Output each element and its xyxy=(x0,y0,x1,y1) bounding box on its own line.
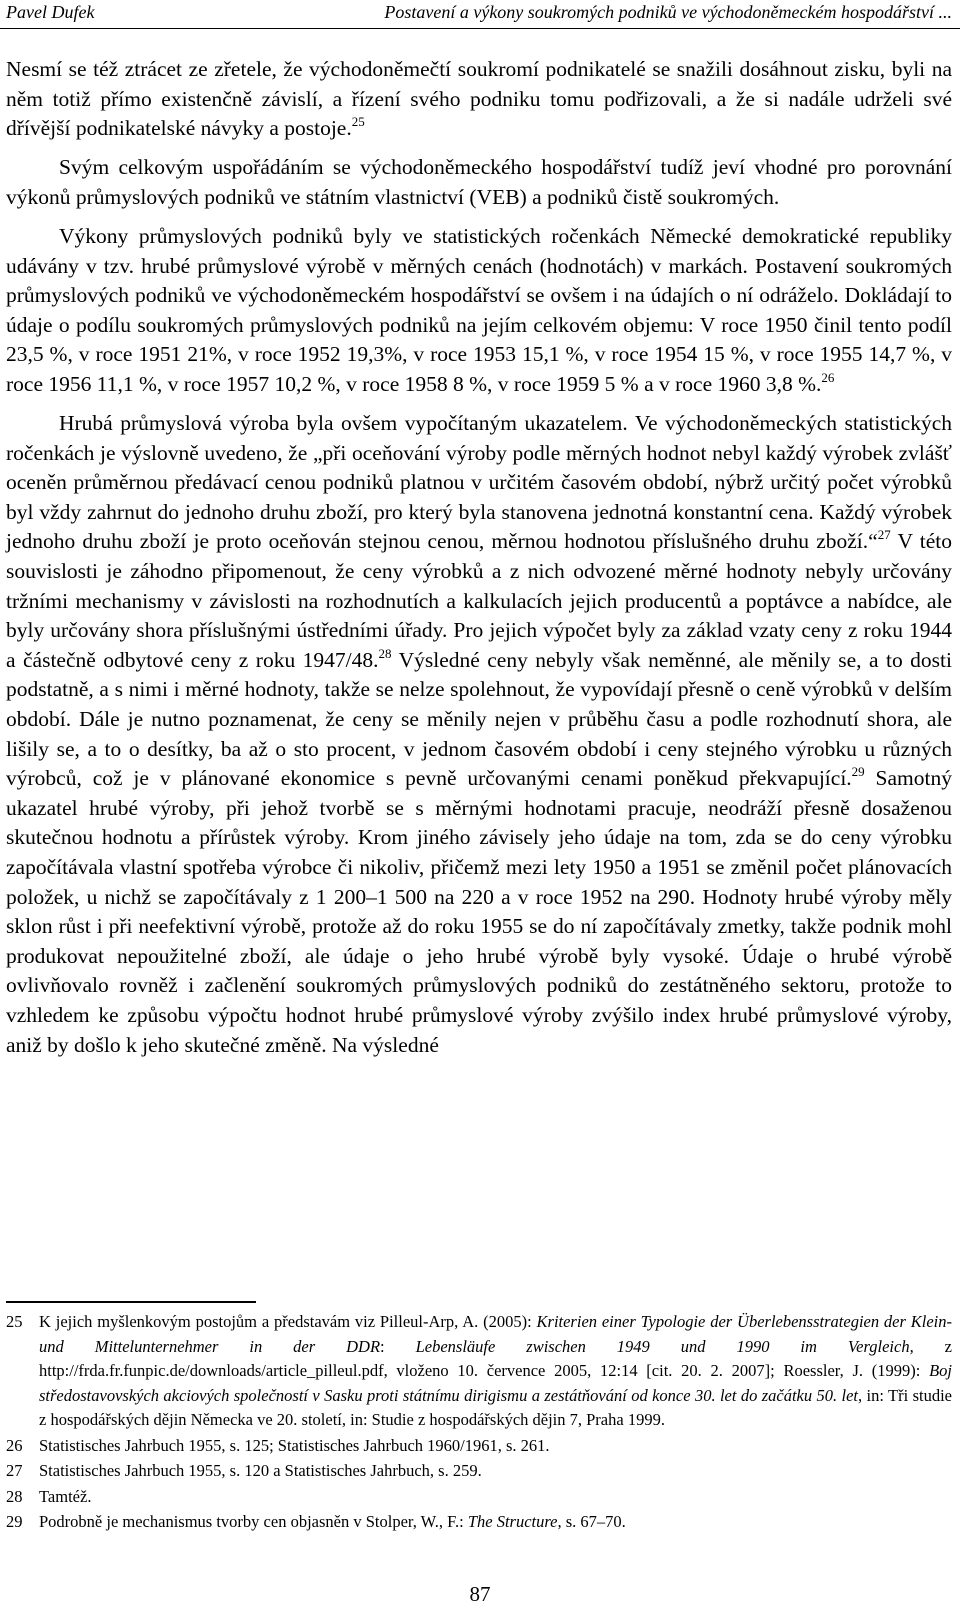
paragraph-1 xyxy=(6,55,952,144)
footnote-text xyxy=(39,1310,952,1433)
footnote-25 xyxy=(6,1310,952,1433)
page-number: 87 xyxy=(469,1582,491,1606)
paragraph-3 xyxy=(6,222,952,400)
paragraph-4 xyxy=(6,409,952,1060)
footnote-ref-28[interactable]: 28 xyxy=(378,645,392,661)
footnote-italic-title: Boj středostavovských akciových společností v Sasku proti státnímu dirigismu a zestátňování od konce 30. let do začátku 50. let xyxy=(39,1361,952,1405)
footnotes xyxy=(6,1310,952,1536)
paragraph-2-text: Svým celkovým uspořádáním se východoněmeckého hospodářství tudíž jeví vhodné pro porovnání výkonů průmyslových podniků ve státním vlastnictví (VEB) a podniků čistě soukromých. xyxy=(6,155,952,209)
paragraph-4-text-d: Samotný ukazatel hrubé výroby, při jehož tvorbě se s měrnými hodnotami pracuje, neodráží přesně dosaženou skutečnou hodnotu a přírůstek výroby. Krom jiného závisely jeho údaje na tom, zda se do ceny výrobku započítávala vlastní spotřeba výrobce či nikoliv, přičemž mezi lety 1950 a 1951 se změnil počet plánovacích položek, u nichž se započítávaly z 1 200–1 500 na 220 a v roce 1952 na 290. Hodnoty hrubé výroby měly sklon růst i při neefektivní výrobě, protože až do roku 1955 se do ní započítávaly zmetky, takže podnik mohl produkovat nepoužitelné zboží, ale údaje o jeho hrubé výrobě byly vysoké. Údaje o hrubé výrobě ovlivňovalo rovněž i začlenění soukromých průmyslových podniků do zestátněného sektoru, protože to vzhledem ke způsobu výpočtu hodnot hrubé průmyslové výroby zvýšilo index hrubé průmyslové výroby, aniž by došlo k jeho skutečné změně. Na výsledné xyxy=(6,766,953,1057)
footnote-text-part: : xyxy=(380,1336,416,1356)
paragraph-4-text-c: Výsledné ceny nebyly však neměnné, ale měnily se, a to dosti podstatně, a s nimi i měrné hodnoty, takže se nelze spolehnout, že vypovídají přesně o ceně výrobků v delším období. Dále je nutno poznamenat, že ceny se měnily nejen v průběhu času a podle rozhodnutí shora, ale lišily se, a to o desítky, ba až o sto procent, v jednom časovém období i ceny stejného výrobku u různých výrobců, což je v plánované ekonomice s pevně určovanými cenami poněkud překvapující. xyxy=(6,647,952,791)
footnote-ref-25[interactable]: 25 xyxy=(351,114,365,130)
footnote-27 xyxy=(6,1459,952,1484)
footnote-28 xyxy=(6,1485,952,1510)
header-author: Pavel Dufek xyxy=(6,2,95,22)
footnote-separator xyxy=(6,1301,256,1303)
footnote-italic-title: Kriterien einer Typologie der Überlebensstrategien der Klein- und Mittelunternehmer in der DDR xyxy=(39,1312,953,1356)
footnote-ref-29[interactable]: 29 xyxy=(851,764,865,780)
footnote-text-part: , s. 67–70. xyxy=(557,1512,626,1531)
body-text xyxy=(6,55,952,1070)
footnote-29 xyxy=(6,1510,952,1535)
paragraph-1-text: Nesmí se též ztrácet ze zřetele, že východoněmečtí soukromí podnikatelé se snažili dosáhnout zisku, byli na něm totiž přímo existenčně závislí, a řízení svého podniku tomu podřizovali, a že si nadále udrželi své dřívější podnikatelské návyky a postoje. xyxy=(6,57,952,141)
footnote-text-part: Podrobně je mechanismus tvorby cen objasněn v Stolper, W., F.: xyxy=(39,1512,468,1531)
footnote-26 xyxy=(6,1434,952,1459)
footnote-ref-27[interactable]: 27 xyxy=(877,527,891,543)
footnote-text-part: , in: Tři studie z hospodářských dějin Německa ve 20. století, in: Studie z hospodářských dějin 7, Praha 1999. xyxy=(39,1385,953,1429)
footnote-number: 29 xyxy=(6,1512,23,1531)
footnote-text: Statistisches Jahrbuch 1955, s. 120 a Statistisches Jahrbuch, s. 259. xyxy=(39,1461,482,1480)
footnote-text: Tamtéž. xyxy=(39,1486,92,1506)
paragraph-4-text-b: V této souvislosti je záhodno připomenout, že ceny výrobků a z nich odvozené měrné hodnoty nebyly určovány tržními mechanismy v závislosti na rozhodnutích a kalkulacích jejich producentů a poptávce a nabídce, ale byly určovány shora příslušnými ústředními úřady. Pro jejich výpočet byly za základ vzaty ceny z roku 1944 a částečně odbytové ceny z roku 1947/48. xyxy=(6,529,952,672)
footnote-text xyxy=(39,1510,952,1535)
footnote-text: Statistisches Jahrbuch 1955, s. 125; Statistisches Jahrbuch 1960/1961, s. 261. xyxy=(39,1435,550,1455)
footnote-text-part: K jejich myšlenkovým postojům a představám viz Pilleul-Arp, A. (2005): xyxy=(39,1312,537,1331)
paragraph-2 xyxy=(6,153,952,212)
footnote-italic-title: Lebensläufe zwischen 1949 und 1990 im Vergleich, xyxy=(415,1336,914,1356)
header-title: Postavení a výkony soukromých podniků ve východoněmeckém hospodářství ... xyxy=(384,2,952,22)
footnote-number: 26 xyxy=(6,1435,23,1455)
footnote-number: 27 xyxy=(6,1461,23,1480)
footnote-ref-26[interactable]: 26 xyxy=(821,369,835,385)
header-rule xyxy=(0,28,960,29)
footnote-number: 28 xyxy=(6,1486,23,1506)
paragraph-3-text: Výkony průmyslových podniků byly ve statistických ročenkách Německé demokratické republiky udávány v tzv. hrubé průmyslové výrobě v měrných cenách (hodnotách) v markách. Postavení soukromých průmyslových podniků ve východoněmeckém hospodářství se ovšem i na údajích o ní odráželo. Dokládají to údaje o podílu soukromých průmyslových podniků na jejím celkovém objemu: V roce 1950 činil tento podíl 23,5 %, v roce 1951 21%, v roce 1952 19,3%, v roce 1953 15,1 %, v roce 1954 15 %, v roce 1955 14,7 %, v roce 1956 11,1 %, v roce 1957 10,2 %, v roce 1958 8 %, v roce 1959 5 % a v roce 1960 3,8 %. xyxy=(6,223,952,396)
footnote-text-part: z http://frda.fr.funpic.de/downloads/article_pilleul.pdf, vloženo 10. července 2005, 12:14 [cit. 20. 2. 2007]; Roessler, J. (1999): xyxy=(39,1336,952,1380)
footnote-italic-title: The Structure xyxy=(467,1512,558,1531)
paragraph-4-text-a: Hrubá průmyslová výroba byla ovšem vypočítaným ukazatelem. Ve východoněmeckých statistických ročenkách je výslovně uvedeno, že „při oceňování výroby podle měrných hodnot nebyl každý výrobek zvlášť oceněn průměrnou předávací cenou podniků platnou v určitém časovém období, nýbrž určitý počet výrobků byl vždy zahrnut do jednoho druhu zboží, pro který byla stanovena jednotná konstantní cena. Každý výrobek jednoho druhu zboží je proto oceňován stejnou cenou, měrnou hodnotou příslušného druhu zboží.“ xyxy=(6,411,952,554)
footnote-number: 25 xyxy=(6,1312,23,1331)
running-header xyxy=(6,0,952,28)
